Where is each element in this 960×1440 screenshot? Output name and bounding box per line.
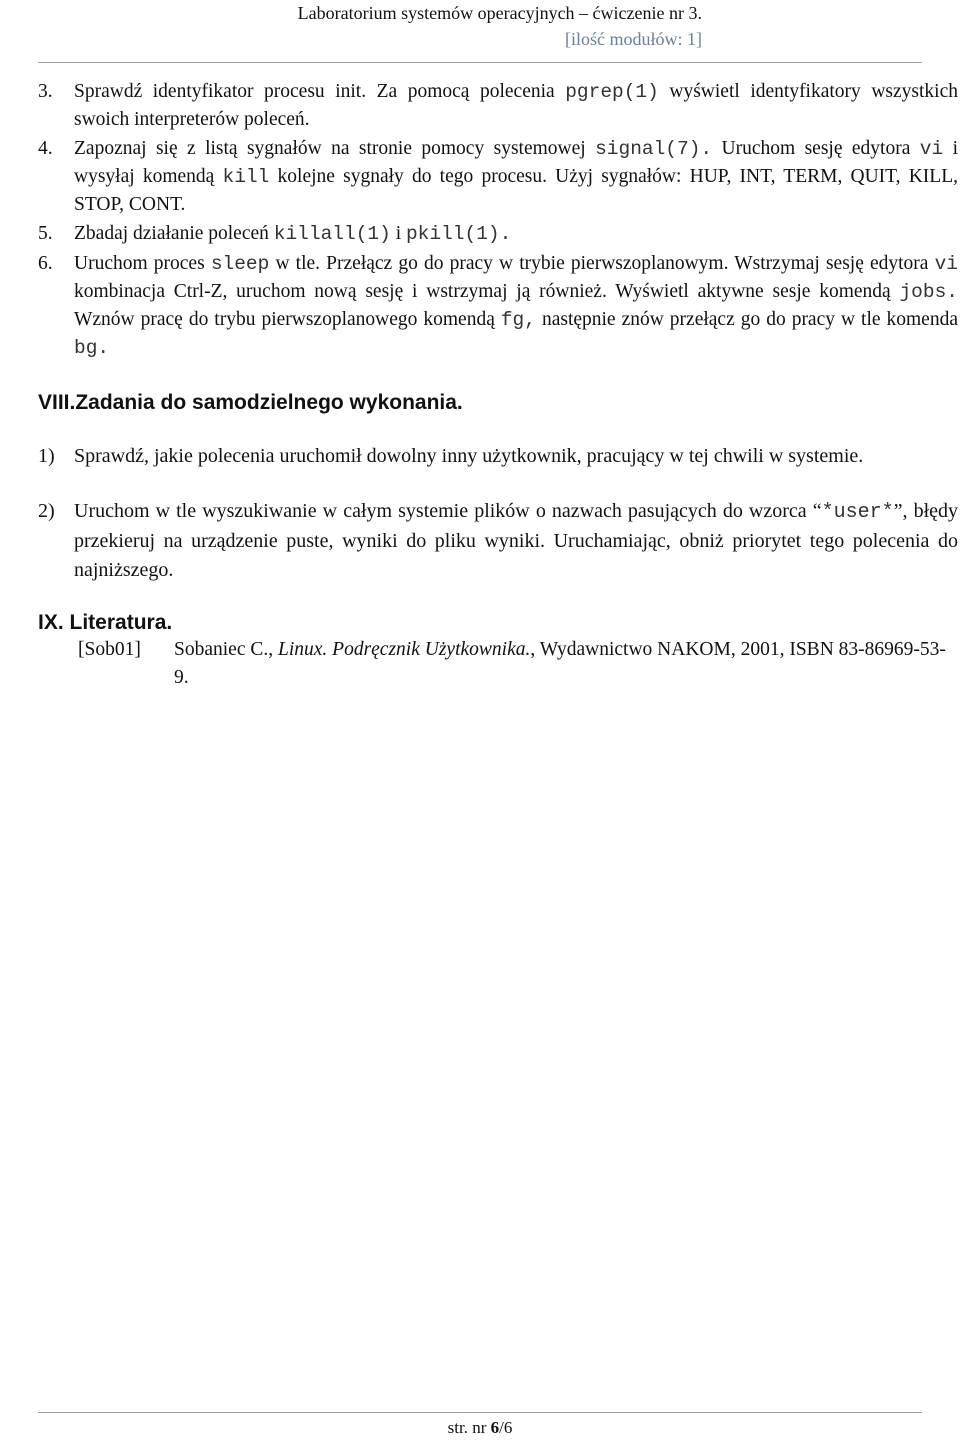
reference-title: Linux. Podręcznik Użytkownika. <box>277 639 531 660</box>
task-text: Uruchom w tle wyszukiwanie w całym systemie plików o nazwach pasujących do wzorca “*user*”, błędy przekieruj na urządzenie puste, wyniki do pliku wyniki. Uruchamiając, obniż priorytet tego polecenia do najniższego. <box>74 500 959 581</box>
command: vi <box>919 138 944 160</box>
task-number: 1) <box>38 445 55 467</box>
footer-rule <box>38 1412 922 1413</box>
page-number: 6 <box>490 1418 500 1437</box>
section-heading-viii: VIII.Zadania do samodzielnego wykonania. <box>38 391 463 414</box>
item-text: Uruchom proces sleep w tle. Przełącz go do pracy w trybie pierwszoplanowym. Wstrzymaj sesję edytora vi kombinacja Ctrl-Z, uruchom nową sesję i wstrzymaj ją również. Wyświetl aktywne sesje komendą jobs. Wznów pracę do trybu pierwszoplanowego komendą fg, następnie znów przełącz go do pracy w tle komenda bg. <box>74 253 958 359</box>
item-number: 4. <box>38 138 53 159</box>
header-title: Laboratorium systemów operacyjnych – ćwiczenie nr 3. <box>297 3 702 23</box>
page-footer: str. nr 6/6 <box>447 1418 513 1437</box>
section-heading-ix: IX. Literatura. <box>38 611 173 634</box>
reference-key: [Sob01] <box>78 639 141 660</box>
reference-text: Sobaniec C., Linux. Podręcznik Użytkownika., Wydawnictwo NAKOM, 2001, ISBN 83-86969-53-9. <box>174 639 946 688</box>
command: sleep <box>210 253 270 275</box>
command: signal(7). <box>595 138 713 160</box>
command: vi <box>934 253 958 275</box>
command: jobs. <box>899 281 958 303</box>
header-modules: [ilość modułów: 1] <box>565 29 702 49</box>
task-number: 2) <box>38 500 55 522</box>
page-total: 6 <box>503 1418 513 1437</box>
command: pkill(1). <box>405 223 512 245</box>
command: kill <box>222 166 270 188</box>
item-number: 5. <box>38 223 53 244</box>
list-item-3 <box>38 78 958 134</box>
task-1 <box>38 442 958 471</box>
list-item-6 <box>38 250 958 362</box>
item-text: Zbadaj działanie poleceń killall(1) i pkill(1). <box>74 223 512 245</box>
header-rule <box>38 62 922 63</box>
item-text: Sprawdź identyfikator procesu init. Za pomocą polecenia pgrep(1) wyświetl identyfikatory wszystkich swoich interpreterów poleceń. <box>74 81 958 130</box>
list-item-4 <box>38 135 958 219</box>
command: bg. <box>74 337 110 359</box>
pattern: *user* <box>821 501 894 524</box>
command: killall(1) <box>273 223 391 245</box>
command: fg, <box>500 309 536 331</box>
task-text: Sprawdź, jakie polecenia uruchomił dowolny inny użytkownik, pracujący w tej chwili w systemie. <box>74 445 864 467</box>
command: pgrep(1) <box>565 81 659 103</box>
item-text: Zapoznaj się z listą sygnałów na stronie pomocy systemowej signal(7). Uruchom sesję edytora vi i wysyłaj komendą kill kolejne sygnały do tego procesu. Użyj sygnałów: HUP, INT, TERM, QUIT, KILL, STOP, CONT. <box>74 138 958 215</box>
list-item-5 <box>38 220 958 248</box>
task-2 <box>38 497 958 585</box>
item-number: 6. <box>38 253 53 274</box>
item-number: 3. <box>38 81 53 102</box>
page-header <box>298 0 702 52</box>
